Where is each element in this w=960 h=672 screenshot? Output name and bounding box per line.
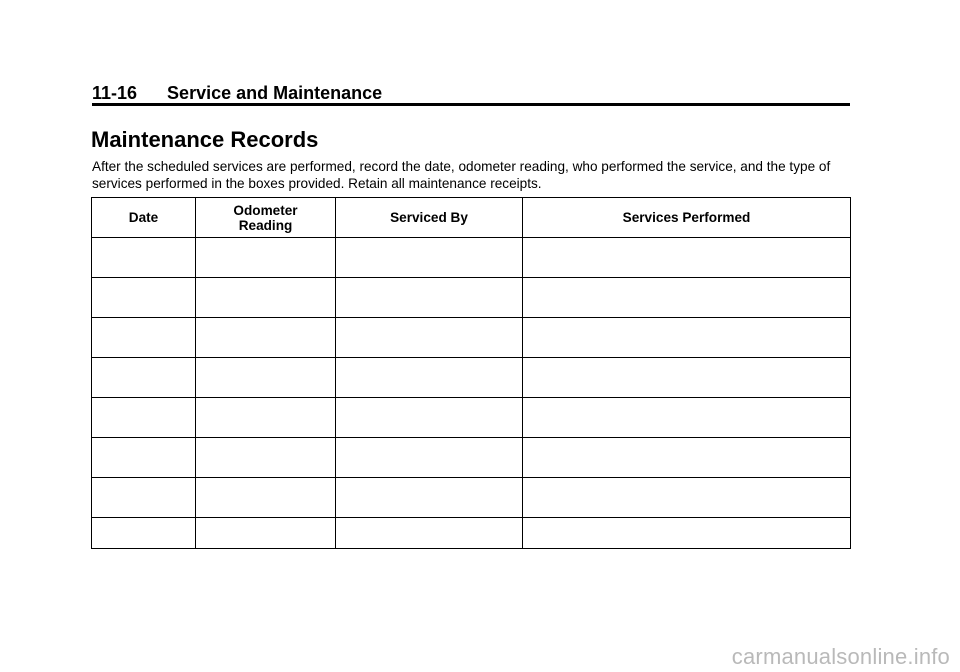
services-performed-cell — [523, 438, 851, 478]
column-header-date: Date — [92, 198, 196, 238]
page-header — [92, 82, 850, 104]
odometer-cell — [196, 358, 336, 398]
date-cell — [92, 478, 196, 518]
intro-paragraph: After the scheduled services are performed, record the date, odometer reading, who performed the service, and the type of services performed in the boxes provided. Retain all maintenance receipts. — [92, 159, 831, 191]
date-cell — [92, 398, 196, 438]
services-performed-cell — [523, 398, 851, 438]
serviced-by-cell — [336, 238, 523, 278]
odometer-cell — [196, 278, 336, 318]
services-performed-cell — [523, 278, 851, 318]
services-performed-cell — [523, 238, 851, 278]
page-number: 11-16 — [92, 83, 138, 103]
serviced-by-cell — [336, 438, 523, 478]
date-cell — [92, 518, 196, 549]
date-cell — [92, 278, 196, 318]
date-cell — [92, 438, 196, 478]
odometer-cell — [196, 518, 336, 549]
section-title: Service and Maintenance — [167, 83, 383, 103]
serviced-by-cell — [336, 518, 523, 549]
table-row — [92, 478, 851, 518]
table-body — [92, 238, 851, 549]
date-cell — [92, 318, 196, 358]
odometer-cell — [196, 478, 336, 518]
services-performed-cell — [523, 358, 851, 398]
date-cell — [92, 358, 196, 398]
services-performed-cell — [523, 318, 851, 358]
serviced-by-cell — [336, 278, 523, 318]
table-row — [92, 318, 851, 358]
watermark: carmanualsonline.info — [731, 644, 950, 669]
column-header-services-performed: Services Performed — [523, 198, 851, 238]
table-row — [92, 438, 851, 478]
maintenance-records-table — [91, 197, 851, 549]
serviced-by-cell — [336, 318, 523, 358]
serviced-by-cell — [336, 358, 523, 398]
column-header-odometer-reading: Odometer Reading — [196, 198, 336, 238]
odometer-cell — [196, 438, 336, 478]
date-cell — [92, 238, 196, 278]
table-row — [92, 238, 851, 278]
table-row — [92, 398, 851, 438]
table-row — [92, 518, 851, 549]
column-header-serviced-by: Serviced By — [336, 198, 523, 238]
header-divider — [92, 103, 850, 106]
odometer-cell — [196, 398, 336, 438]
page-title: Maintenance Records — [91, 127, 319, 152]
serviced-by-cell — [336, 398, 523, 438]
odometer-cell — [196, 318, 336, 358]
table-row — [92, 358, 851, 398]
odometer-cell — [196, 238, 336, 278]
services-performed-cell — [523, 478, 851, 518]
serviced-by-cell — [336, 478, 523, 518]
services-performed-cell — [523, 518, 851, 549]
table-row — [92, 278, 851, 318]
table-header-row — [92, 198, 851, 238]
